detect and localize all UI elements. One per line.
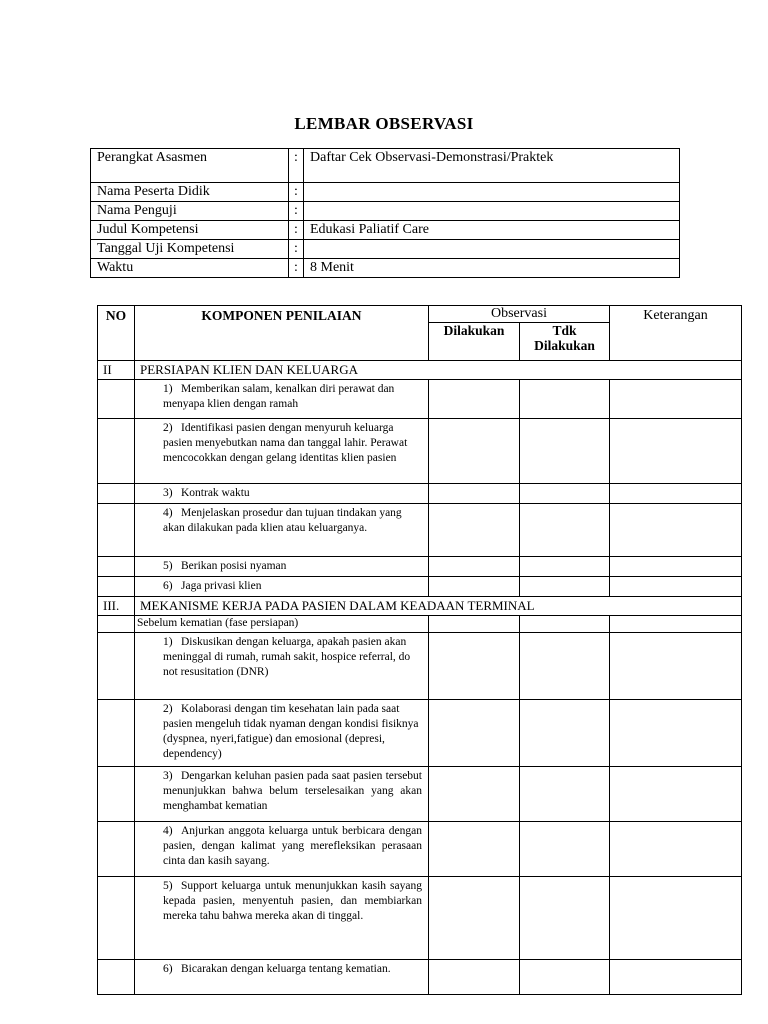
cell-keterangan[interactable]	[610, 484, 742, 504]
item-text: Identifikasi pasien dengan menyuruh keluarga pasien menyebutkan nama dan tanggal lahir. Perawat mencocokkan dengan gelang identitas klien pasien	[163, 422, 408, 464]
info-label: Nama Peserta Didik	[91, 183, 289, 202]
row-no	[98, 767, 135, 822]
item-text: Diskusikan dengan keluarga, apakah pasien akan meninggal di rumah, rumah sakit, hospice referral, do not resusitation (DNR)	[163, 636, 411, 678]
cell-dilakukan[interactable]	[429, 557, 520, 577]
subsection-title: Sebelum kematian (fase persiapan)	[135, 616, 429, 633]
cell-tdk-dilakukan[interactable]	[520, 767, 610, 822]
info-colon: :	[289, 183, 304, 202]
row-komponen	[135, 504, 429, 557]
cell-tdk-dilakukan[interactable]	[520, 633, 610, 700]
row-no	[98, 960, 135, 995]
item-number: 6)	[163, 580, 173, 592]
row-komponen	[135, 877, 429, 960]
item-number: 2)	[163, 422, 173, 434]
table-row	[98, 419, 742, 484]
row-komponen	[135, 960, 429, 995]
info-colon: :	[289, 259, 304, 278]
item-text: Kolaborasi dengan tim kesehatan lain pada saat pasien mengeluh tidak nyaman dengan kondisi fisiknya (dyspnea, nyeri,fatigue) dan emosional (depresi, dependency)	[163, 703, 419, 760]
cell-dilakukan[interactable]	[429, 633, 520, 700]
info-row	[91, 183, 680, 202]
row-komponen	[135, 419, 429, 484]
item-number: 2)	[163, 703, 173, 715]
row-no	[98, 616, 135, 633]
header-tdk-label: Tdk	[552, 323, 577, 339]
section-title: MEKANISME KERJA PADA PASIEN DALAM KEADAAN TERMINAL	[135, 597, 742, 616]
info-value: 8 Menit	[304, 259, 680, 278]
cell-keterangan[interactable]	[610, 877, 742, 960]
info-row	[91, 259, 680, 278]
item-text: Menjelaskan prosedur dan tujuan tindakan yang akan dilakukan pada klien atau keluarganya.	[163, 507, 402, 534]
row-no	[98, 504, 135, 557]
info-label: Perangkat Asasmen	[91, 149, 289, 183]
header-observasi: Observasi	[429, 306, 610, 323]
cell-dilakukan[interactable]	[429, 960, 520, 995]
item-number: 5)	[163, 560, 173, 572]
row-no	[98, 557, 135, 577]
row-no	[98, 380, 135, 419]
header-komponen: KOMPONEN PENILAIAN	[135, 306, 429, 361]
cell-tdk-dilakukan[interactable]	[520, 700, 610, 767]
row-komponen	[135, 380, 429, 419]
info-value	[304, 202, 680, 221]
cell-dilakukan[interactable]	[429, 577, 520, 597]
cell-tdk-dilakukan[interactable]	[520, 822, 610, 877]
item-number: 3)	[163, 487, 173, 499]
section-row	[98, 597, 742, 616]
cell-keterangan[interactable]	[610, 419, 742, 484]
row-komponen	[135, 557, 429, 577]
header-keterangan: Keterangan	[610, 306, 742, 361]
cell-tdk-dilakukan[interactable]	[520, 577, 610, 597]
header-no: NO	[98, 306, 135, 361]
item-text: Support keluarga untuk menunjukkan kasih sayang kepada pasien, menyentuh pasien, dan membiarkan mereka tahu bahwa mereka akan di tinggal.	[163, 880, 422, 922]
item-text: Kontrak waktu	[181, 487, 250, 499]
cell-dilakukan[interactable]	[429, 380, 520, 419]
header-tdk-dilakukan	[520, 323, 610, 361]
cell-dilakukan[interactable]	[429, 419, 520, 484]
section-title: PERSIAPAN KLIEN DAN KELUARGA	[135, 361, 742, 380]
cell-dilakukan[interactable]	[429, 616, 520, 633]
cell-dilakukan[interactable]	[429, 822, 520, 877]
info-label: Judul Kompetensi	[91, 221, 289, 240]
info-colon: :	[289, 149, 304, 183]
row-komponen	[135, 767, 429, 822]
item-number: 1)	[163, 383, 173, 395]
section-no: II	[98, 361, 135, 380]
cell-keterangan[interactable]	[610, 700, 742, 767]
cell-tdk-dilakukan[interactable]	[520, 504, 610, 557]
item-text: Dengarkan keluhan pasien pada saat pasien tersebut menunjukkan bahwa belum terselesaikan yang akan menghambat kematian	[163, 770, 422, 812]
info-row	[91, 202, 680, 221]
info-value	[304, 240, 680, 259]
item-number: 5)	[163, 880, 173, 892]
page-title: LEMBAR OBSERVASI	[294, 114, 474, 133]
item-text: Bicarakan dengan keluarga tentang kematian.	[181, 963, 391, 975]
info-row	[91, 149, 680, 183]
cell-tdk-dilakukan[interactable]	[520, 419, 610, 484]
header-row	[98, 306, 742, 323]
row-no	[98, 633, 135, 700]
table-row	[98, 504, 742, 557]
cell-keterangan[interactable]	[610, 960, 742, 995]
cell-tdk-dilakukan[interactable]	[520, 877, 610, 960]
info-row	[91, 240, 680, 259]
row-no	[98, 577, 135, 597]
cell-tdk-dilakukan[interactable]	[520, 380, 610, 419]
table-row	[98, 822, 742, 877]
item-number: 6)	[163, 963, 173, 975]
header-dilakukan	[429, 323, 520, 361]
cell-keterangan[interactable]	[610, 633, 742, 700]
table-row	[98, 633, 742, 700]
cell-tdk-dilakukan[interactable]	[520, 557, 610, 577]
info-value: Edukasi Paliatif Care	[304, 221, 680, 240]
cell-keterangan[interactable]	[610, 822, 742, 877]
table-row	[98, 484, 742, 504]
row-komponen	[135, 484, 429, 504]
row-no	[98, 484, 135, 504]
row-komponen	[135, 577, 429, 597]
cell-keterangan[interactable]	[610, 557, 742, 577]
table-row	[98, 700, 742, 767]
cell-dilakukan[interactable]	[429, 504, 520, 557]
item-text: Berikan posisi nyaman	[181, 560, 287, 572]
info-label: Nama Penguji	[91, 202, 289, 221]
item-text: Memberikan salam, kenalkan diri perawat dan menyapa klien dengan ramah	[163, 383, 395, 410]
table-row	[98, 577, 742, 597]
cell-tdk-dilakukan[interactable]	[520, 616, 610, 633]
row-no	[98, 822, 135, 877]
row-komponen	[135, 700, 429, 767]
info-row	[91, 221, 680, 240]
row-komponen	[135, 633, 429, 700]
item-text: Jaga privasi klien	[181, 580, 262, 592]
cell-dilakukan[interactable]	[429, 484, 520, 504]
row-no	[98, 419, 135, 484]
subsection-row	[98, 616, 742, 633]
cell-dilakukan[interactable]	[429, 767, 520, 822]
assessment-table	[97, 305, 742, 995]
header-dilakukan-label: Dilakukan	[443, 323, 505, 339]
info-colon: :	[289, 202, 304, 221]
item-number: 4)	[163, 507, 173, 519]
row-no	[98, 877, 135, 960]
item-number: 3)	[163, 770, 173, 782]
cell-keterangan[interactable]	[610, 380, 742, 419]
item-text: Anjurkan anggota keluarga untuk berbicara dengan pasien, dengan kalimat yang merefleksikan perasaan cinta dan kasih sayang.	[163, 825, 422, 867]
section-row	[98, 361, 742, 380]
cell-dilakukan[interactable]	[429, 877, 520, 960]
table-row	[98, 960, 742, 995]
header-dilakukan-label-2: Dilakukan	[534, 338, 595, 354]
info-value	[304, 183, 680, 202]
info-label: Waktu	[91, 259, 289, 278]
table-row	[98, 767, 742, 822]
item-number: 1)	[163, 636, 173, 648]
row-komponen	[135, 822, 429, 877]
info-colon: :	[289, 221, 304, 240]
info-table	[90, 148, 680, 278]
row-no	[98, 700, 135, 767]
cell-tdk-dilakukan[interactable]	[520, 960, 610, 995]
cell-tdk-dilakukan[interactable]	[520, 484, 610, 504]
cell-keterangan[interactable]	[610, 577, 742, 597]
info-value: Daftar Cek Observasi-Demonstrasi/Praktek	[304, 149, 680, 183]
table-row	[98, 557, 742, 577]
cell-keterangan[interactable]	[610, 504, 742, 557]
cell-keterangan[interactable]	[610, 616, 742, 633]
table-row	[98, 877, 742, 960]
info-label: Tanggal Uji Kompetensi	[91, 240, 289, 259]
section-no: III.	[98, 597, 135, 616]
cell-dilakukan[interactable]	[429, 700, 520, 767]
table-row	[98, 380, 742, 419]
cell-keterangan[interactable]	[610, 767, 742, 822]
info-colon: :	[289, 240, 304, 259]
item-number: 4)	[163, 825, 173, 837]
